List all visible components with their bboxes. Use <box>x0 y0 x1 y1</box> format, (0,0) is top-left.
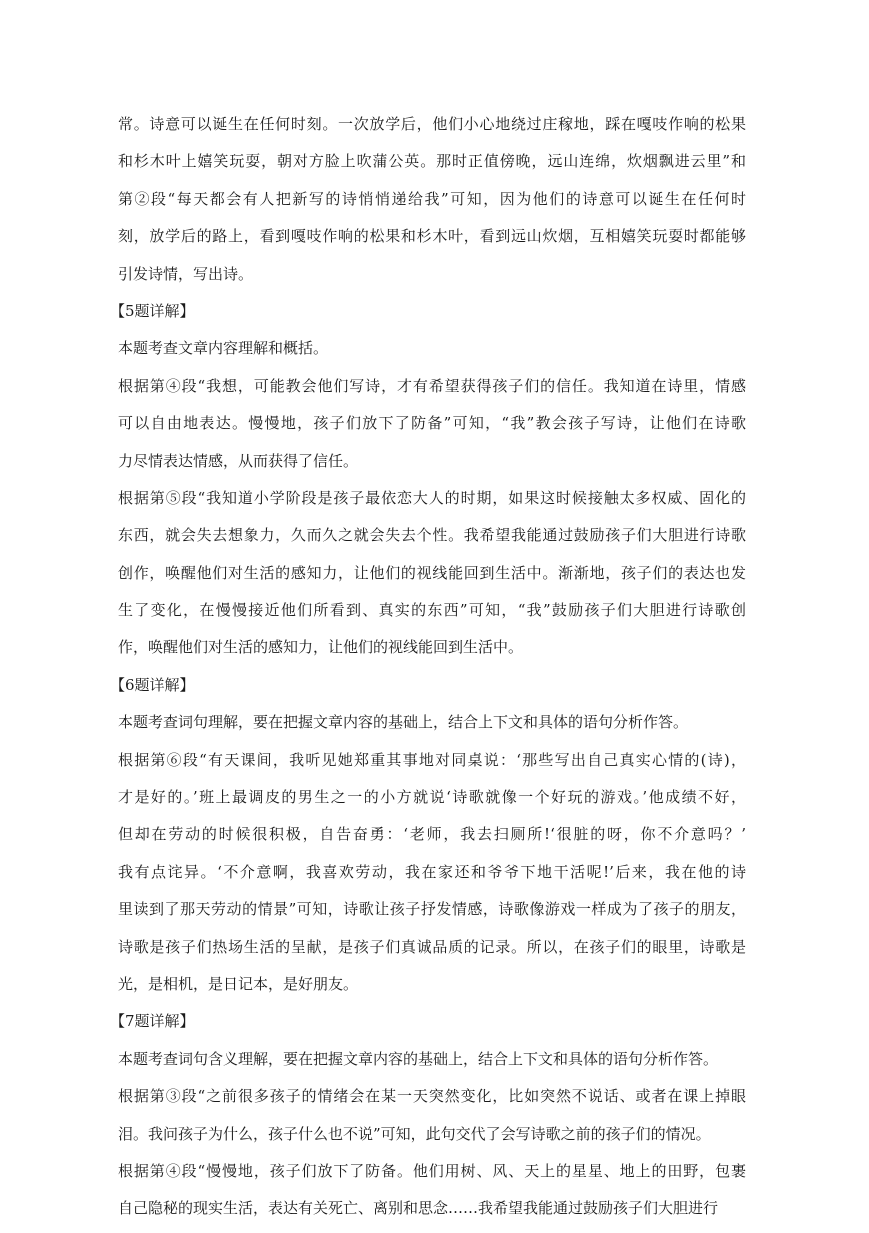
paragraph <box>118 335 746 361</box>
text-line: 本题考查词句含义理解，要在把握文章内容的基础上，结合上下文和具体的语句分析作答。 <box>118 1049 719 1068</box>
text-line: 才是好的。’班上最调皮的男生之一的小方就说‘诗歌就像一个好玩的游戏。’他成绩不好， <box>118 788 746 807</box>
heading-text: 【7题详解】 <box>110 1012 195 1031</box>
text-line: 力尽情表达情感，从而获得了信任。 <box>118 451 359 470</box>
paragraph <box>118 485 746 661</box>
section-heading <box>110 1008 746 1034</box>
text-line: 创作，唤醒他们对生活的感知力，让他们的视线能回到生活中。渐渐地，孩子们的表达也发 <box>118 563 746 582</box>
heading-text: 【6题详解】 <box>110 675 195 694</box>
text-line: 根据第⑥段“有天课间，我听见她郑重其事地对同桌说：‘那些写出自己真实心情的(诗)， <box>118 750 746 769</box>
section-heading <box>110 672 746 698</box>
paragraph <box>118 709 746 735</box>
paragraph <box>118 373 746 474</box>
section-heading <box>110 298 746 324</box>
text-line: 我有点诧异。‘不介意啊，我喜欢劳动，我在家还和爷爷下地干活呢!’后来，我在他的诗 <box>118 862 746 881</box>
text-line: 根据第⑤段“我知道小学阶段是孩子最依恋大人的时期，如果这时候接触太多权威、固化的 <box>118 488 746 507</box>
text-line: 自己隐秘的现实生活，表达有关死亡、离别和思念……我希望我能通过鼓励孩子们大胆进行 <box>118 1199 719 1218</box>
paragraph <box>118 1083 746 1146</box>
text-line: 里读到了那天劳动的情景”可知，诗歌让孩子抒发情感，诗歌像游戏一样成为了孩子的朋友， <box>118 900 746 919</box>
text-line: 但却在劳动的时候很积极，自告奋勇：‘老师，我去扫厕所!‘很脏的呀，你不介意吗？’ <box>118 825 746 844</box>
text-line: 根据第④段“慢慢地，孩子们放下了防备。他们用树、风、天上的星星、地上的田野，包裹 <box>118 1161 746 1180</box>
text-line: 作，唤醒他们对生活的感知力，让他们的视线能回到生活中。 <box>118 638 524 657</box>
text-line: 根据第③段“之前很多孩子的情绪会在某一天突然变化，比如突然不说话、或者在课上掉眼 <box>118 1087 746 1106</box>
text-line: 诗歌是孩子们热场生活的呈献，是孩子们真诚品质的记录。所以，在孩子们的眼里，诗歌是 <box>118 937 746 956</box>
text-line: 第②段“每天都会有人把新写的诗悄悄递给我”可知，因为他们的诗意可以诞生在任何时 <box>118 189 746 208</box>
document-body <box>110 111 746 1233</box>
text-line: 和杉木叶上嬉笑玩耍，朝对方脸上吹蒲公英。那时正值傍晚，远山连绵，炊烟飘进云里”和 <box>118 152 746 171</box>
text-line: 刻，放学后的路上，看到嘎吱作响的松果和杉木叶，看到远山炊烟，互相嬉笑玩耍时都能够 <box>118 227 746 246</box>
text-line: 常。诗意可以诞生在任何时刻。一次放学后，他们小心地绕过庄稼地，踩在嘎吱作响的松果 <box>118 115 746 133</box>
text-line: 本题考查词句理解，要在把握文章内容的基础上，结合上下文和具体的语句分析作答。 <box>118 713 689 732</box>
text-line: 本题考查文章内容理解和概括。 <box>118 339 329 358</box>
text-line: 引发诗情，写出诗。 <box>118 264 254 283</box>
paragraph <box>118 1046 746 1072</box>
paragraph <box>118 747 746 997</box>
text-line: 光，是相机，是日记本，是好朋友。 <box>118 974 359 993</box>
text-line: 泪。我问孩子为什么，孩子什么也不说”可知，此句交代了会写诗歌之前的孩子们的情况。 <box>118 1124 711 1143</box>
heading-text: 【5题详解】 <box>110 301 195 320</box>
text-line: 东西，就会失去想象力，久而久之就会失去个性。我希望我能通过鼓励孩子们大胆进行诗歌 <box>118 526 746 545</box>
text-line: 根据第④段“我想，可能教会他们写诗，才有希望获得孩子们的信任。我知道在诗里，情感 <box>118 376 746 395</box>
paragraph <box>118 111 746 287</box>
paragraph <box>118 1158 746 1221</box>
text-line: 生了变化，在慢慢接近他们所看到、真实的东西”可知，“我”鼓励孩子们大胆进行诗歌创 <box>118 601 746 620</box>
text-line: 可以自由地表达。慢慢地，孩子们放下了防备”可知，“我”教会孩子写诗，让他们在诗歌 <box>118 414 746 433</box>
